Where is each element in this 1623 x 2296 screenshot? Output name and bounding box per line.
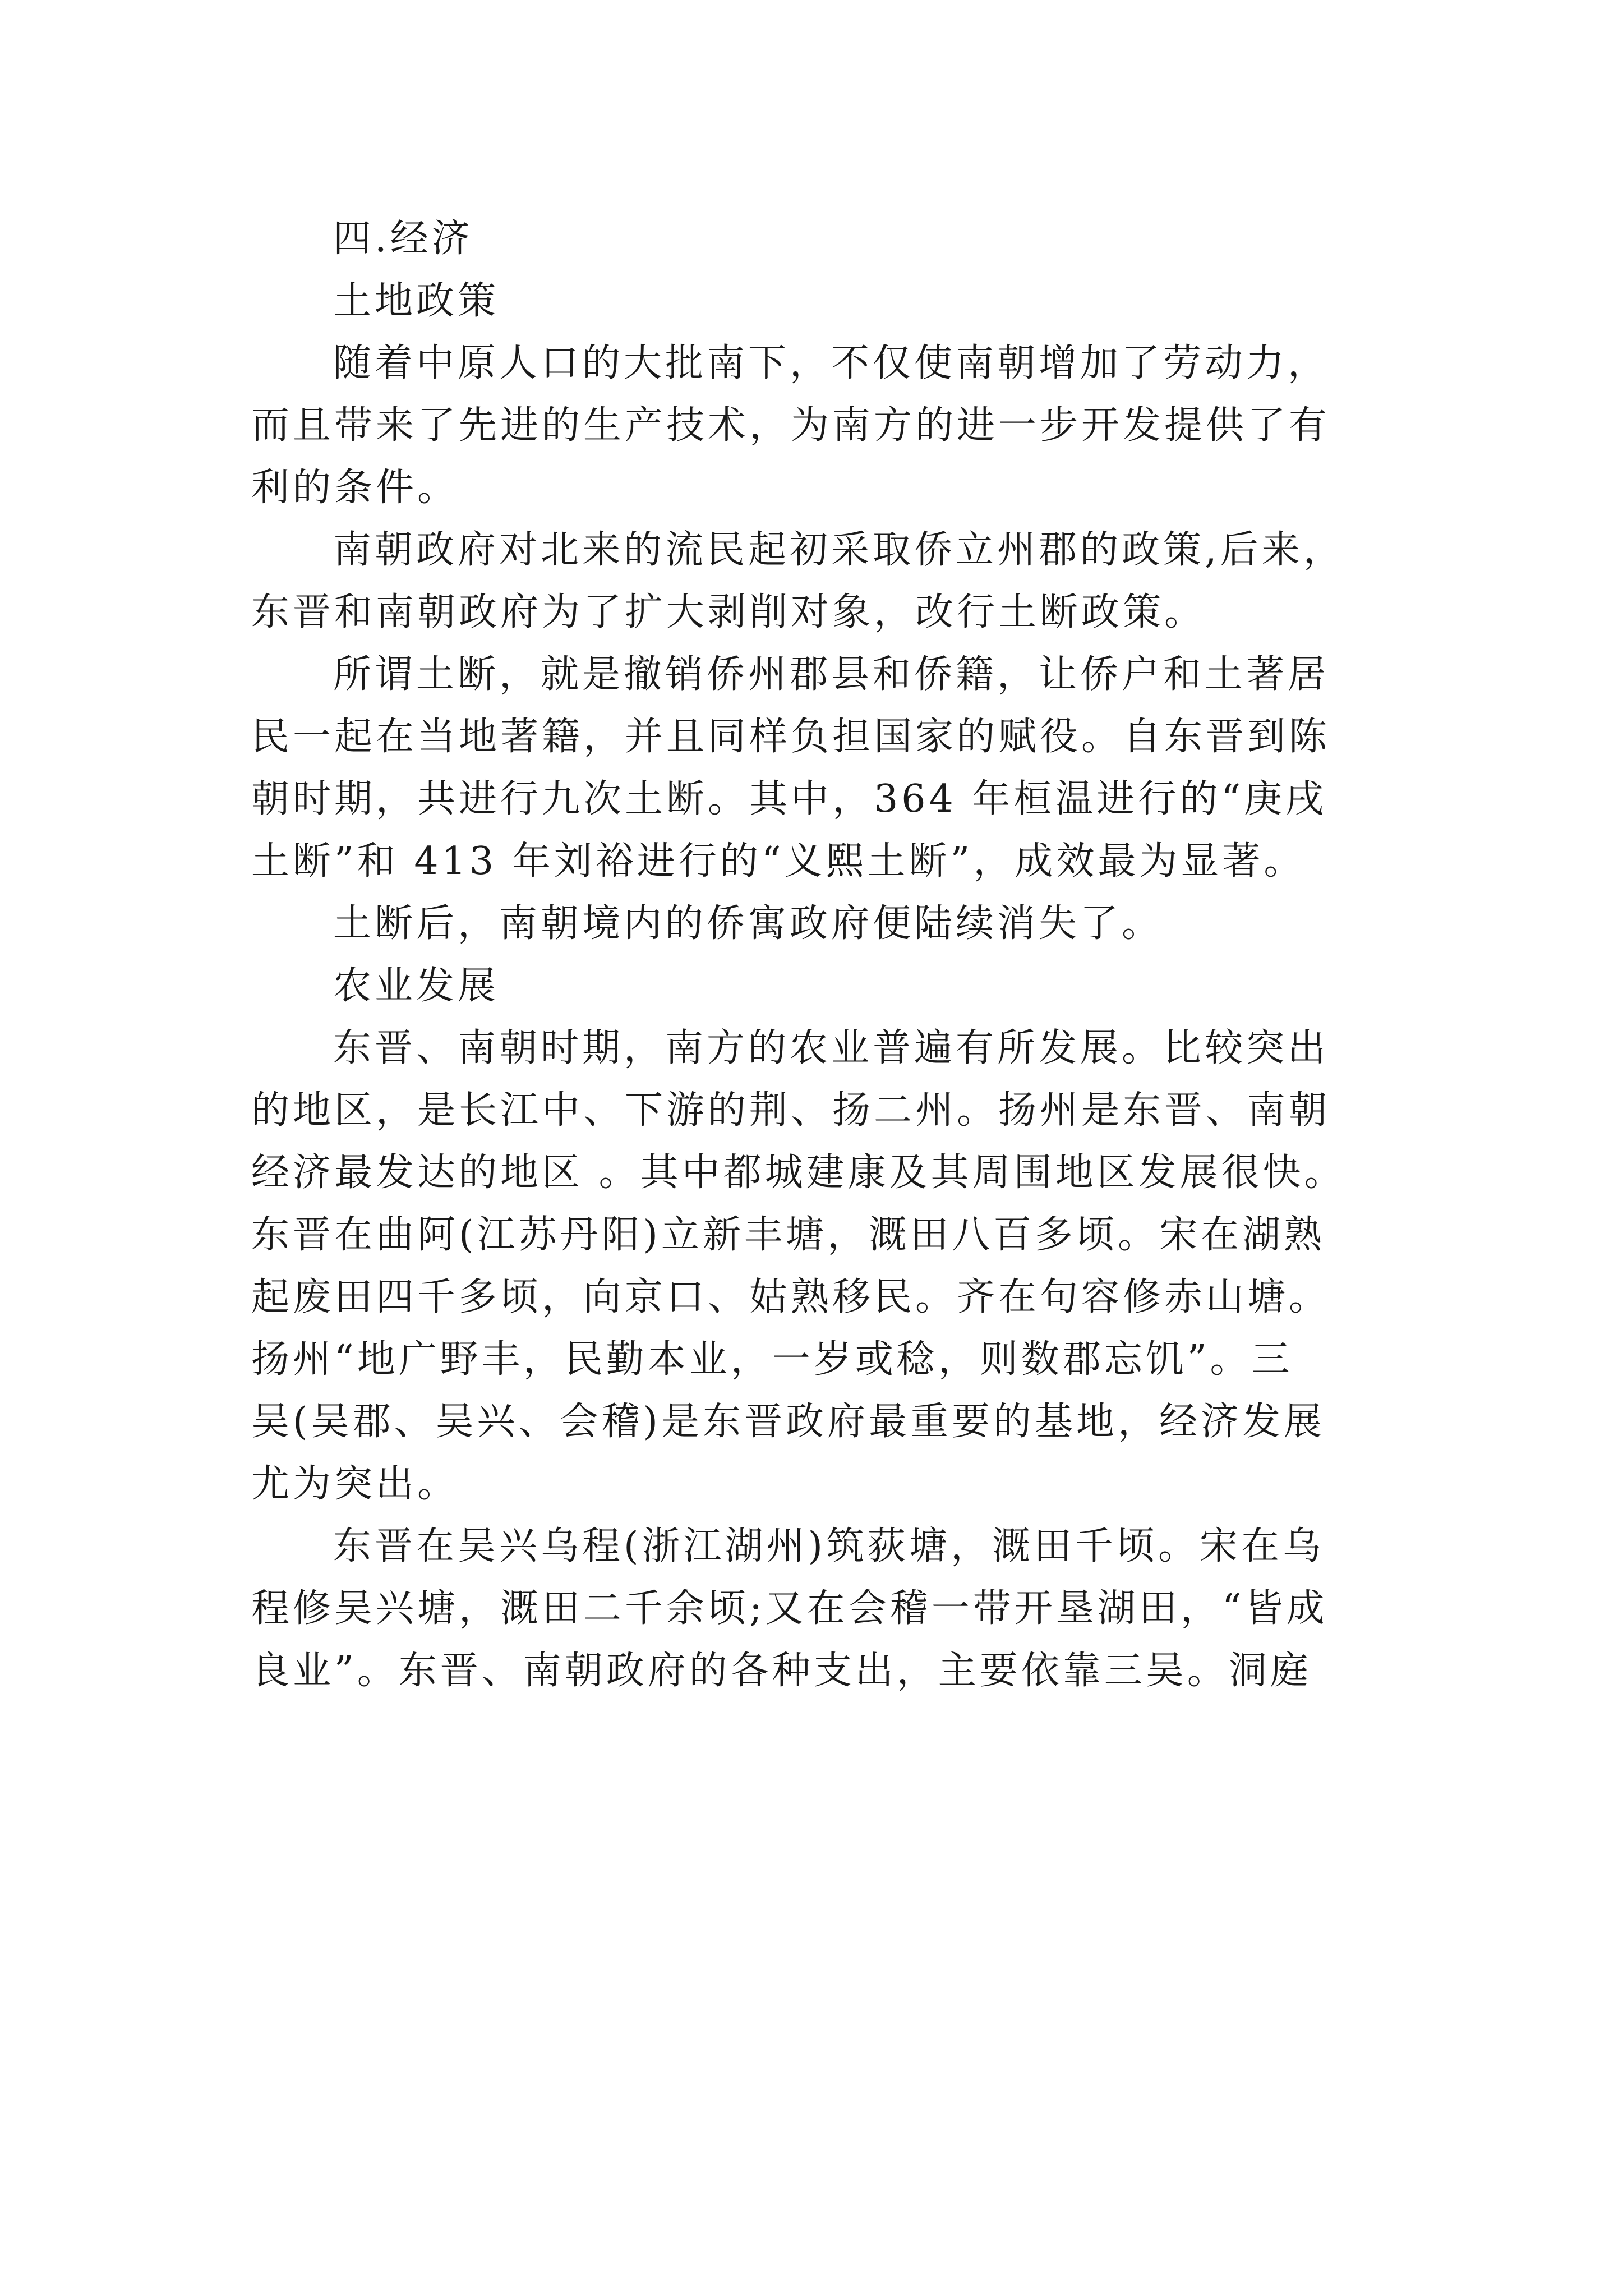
paragraph-line: 程修吴兴塘，溉田二千余顷;又在会稽一带开垦湖田，“皆成 bbox=[251, 1586, 1328, 1631]
paragraph-line: 朝时期，共进行九次土断。其中，364 年桓温进行的“庚戌 bbox=[251, 777, 1327, 821]
paragraph-line: 南朝政府对北来的流民起初采取侨立州郡的政策,后来， bbox=[333, 528, 1345, 572]
paragraph-line: 良业”。东晋、南朝政府的各种支出，主要依靠三吴。洞庭 bbox=[251, 1649, 1312, 1693]
paragraph-line: 东晋在曲阿(江苏丹阳)立新丰塘，溉田八百多顷。宋在湖熟 bbox=[251, 1213, 1326, 1257]
paragraph-line: 土断”和 413 年刘裕进行的“义熙土断”，成效最为显著。 bbox=[251, 839, 1306, 884]
paragraph-line: 土断后，南朝境内的侨寓政府便陆续消失了。 bbox=[333, 901, 1164, 946]
paragraph-line: 尤为突出。 bbox=[251, 1462, 459, 1506]
paragraph-line: 东晋在吴兴乌程(浙江湖州)筑荻塘，溉田千顷。宋在乌 bbox=[333, 1524, 1325, 1568]
section-heading-economy: 四.经济 bbox=[333, 217, 473, 261]
paragraph-line: 利的条件。 bbox=[251, 466, 459, 510]
paragraph-line: 随着中原人口的大批南下，不仅使南朝增加了劳动力， bbox=[333, 341, 1330, 385]
paragraph-line: 扬州“地广野丰，民勤本业，一岁或稔，则数郡忘饥”。三 bbox=[251, 1337, 1293, 1382]
paragraph-line: 东晋、南朝时期，南方的农业普遍有所发展。比较突出 bbox=[333, 1026, 1330, 1070]
paragraph-line: 民一起在当地著籍，并且同样负担国家的赋役。自东晋到陈 bbox=[251, 715, 1331, 759]
paragraph-line: 经济最发达的地区 。其中都城建康及其周围地区发展很快。 bbox=[251, 1151, 1346, 1195]
subheading-land-policy: 土地政策 bbox=[333, 279, 500, 323]
paragraph-line: 东晋和南朝政府为了扩大剥削对象，改行土断政策。 bbox=[251, 590, 1206, 634]
subheading-agriculture: 农业发展 bbox=[333, 964, 500, 1008]
paragraph-line: 起废田四千多顷，向京口、姑熟移民。齐在句容修赤山塘。 bbox=[251, 1275, 1331, 1319]
paragraph-line: 所谓土断，就是撤销侨州郡县和侨籍，让侨户和土著居 bbox=[333, 652, 1330, 697]
paragraph-line: 而且带来了先进的生产技术，为南方的进一步开发提供了有 bbox=[251, 403, 1331, 448]
paragraph-line: 吴(吴郡、吴兴、会稽)是东晋政府最重要的基地，经济发展 bbox=[251, 1400, 1326, 1444]
paragraph-line: 的地区，是长江中、下游的荆、扬二州。扬州是东晋、南朝 bbox=[251, 1088, 1331, 1133]
document-body bbox=[251, 208, 1407, 1702]
